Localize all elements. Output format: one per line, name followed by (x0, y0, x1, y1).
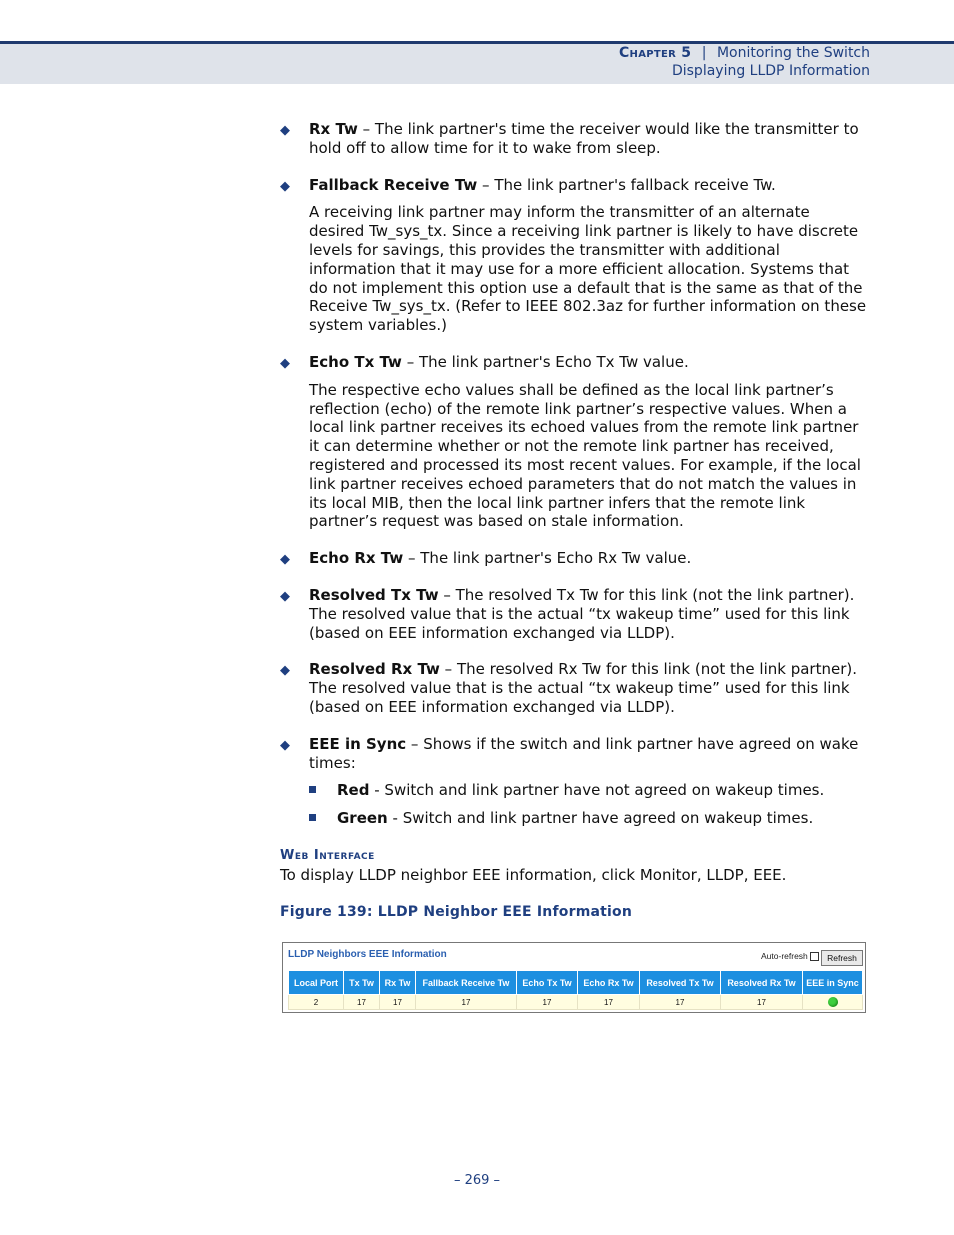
column-header: EEE in Sync (803, 971, 863, 995)
item-description: A receiving link partner may inform the transmitter of an alternate desired Tw_sys_tx. Since a receiving link partner is likely to have discrete levels for savings, this provides the transmitter with additional information that it may use for a more efficient allocation. Systems that do not implement this option use a default that is the same as that of the Receive Tw_sys_tx. (Refer to IEEE 802.3az for further information on these system variables.) (309, 203, 867, 335)
lldp-eee-panel (282, 942, 866, 1013)
item-text: Rx Tw – The link partner's time the receiver would like the transmitter to hold off to allow time for it to wake from sleep. (309, 120, 859, 157)
section-title: Displaying LLDP Information (671, 63, 870, 79)
list-item (280, 660, 868, 716)
list-item (280, 735, 868, 828)
column-header: Local Port (289, 971, 344, 995)
item-text: Echo Rx Tw – The link partner's Echo Rx Tw value. (309, 549, 692, 568)
page-number: – 269 – (453, 1173, 501, 1188)
column-header: Echo Tx Tw (517, 971, 578, 995)
sub-list-item: Red - Switch and link partner have not agreed on wakeup times. (309, 781, 868, 800)
column-header: Tx Tw (344, 971, 380, 995)
diamond-bullet-icon: ◆ (280, 588, 290, 604)
diamond-bullet-icon: ◆ (280, 178, 290, 194)
table-cell: 17 (640, 995, 721, 1010)
item-text: Resolved Rx Tw – The resolved Rx Tw for this link (not the link partner). The resolved value that is the actual “tx wakeup time” used for this link (based on EEE information exchanged via LLDP). (309, 660, 857, 716)
diamond-bullet-icon: ◆ (280, 663, 290, 679)
table-cell: 17 (517, 995, 578, 1010)
sub-list-item: Green - Switch and link partner have agreed on wakeup times. (309, 809, 868, 828)
refresh-button[interactable]: Refresh (821, 950, 863, 966)
eee-table (288, 970, 863, 1010)
table-cell: 17 (721, 995, 803, 1010)
list-item (280, 353, 868, 531)
panel-title: LLDP Neighbors EEE Information (288, 949, 447, 960)
header-separator: | (701, 45, 707, 61)
auto-refresh (761, 951, 819, 961)
item-text: Resolved Tx Tw – The resolved Tx Tw for this link (not the link partner). The resolved value that is the actual “tx wakeup time” used for this link (based on EEE information exchanged via LLDP). (309, 585, 855, 642)
chapter-title: Monitoring the Switch (716, 45, 870, 61)
auto-refresh-label: Auto-refresh (761, 951, 808, 961)
list-item (280, 120, 868, 158)
table-cell: 17 (344, 995, 380, 1010)
header-chapter-line (619, 45, 870, 61)
table-cell: 2 (289, 995, 344, 1010)
sync-status-icon (828, 997, 838, 1007)
item-text: Echo Tx Tw – The link partner's Echo Tx Tw value. (309, 352, 689, 371)
column-header: Resolved Tx Tw (640, 971, 721, 995)
column-header: Echo Rx Tw (578, 971, 640, 995)
column-header: Rx Tw (380, 971, 416, 995)
column-header: Resolved Rx Tw (721, 971, 803, 995)
list-item (280, 549, 868, 568)
web-interface-heading: Web Interface (280, 847, 375, 863)
item-text: Fallback Receive Tw – The link partner's fallback receive Tw. (309, 175, 776, 194)
table-cell: 17 (416, 995, 517, 1010)
diamond-bullet-icon: ◆ (280, 737, 290, 753)
list-item (280, 176, 868, 335)
square-bullet-icon (309, 786, 316, 793)
table-cell (803, 995, 863, 1010)
chapter-label: Chapter 5 (618, 45, 692, 61)
table-cell: 17 (380, 995, 416, 1010)
table-cell: 17 (578, 995, 640, 1010)
column-header: Fallback Receive Tw (416, 971, 517, 995)
list-item (280, 586, 868, 642)
auto-refresh-checkbox[interactable] (810, 952, 819, 961)
table-row (289, 995, 863, 1010)
main-content (280, 120, 868, 921)
diamond-bullet-icon: ◆ (280, 123, 290, 138)
diamond-bullet-icon: ◆ (280, 552, 290, 568)
item-description: The respective echo values shall be defined as the local link partner’s reflection (echo) of the remote link partner’s respective values. When a local link partner receives its echoed values from the remote link partner it can determine whether or not the remote link partner has received, registered and processed its most recent values. For example, if the local link partner receives echoed parameters that do not match the values in its local MIB, then the local link partner infers that the remote link partner’s request was based on stale information. (309, 380, 861, 531)
table-header-row (289, 971, 863, 995)
item-text: EEE in Sync – Shows if the switch and link partner have agreed on wake times: (309, 734, 859, 772)
square-bullet-icon (309, 814, 316, 821)
figure-caption: Figure 139: LLDP Neighbor EEE Information (280, 903, 632, 920)
diamond-bullet-icon: ◆ (280, 355, 290, 371)
web-interface-text: To display LLDP neighbor EEE information, click Monitor, LLDP, EEE. (280, 865, 787, 884)
